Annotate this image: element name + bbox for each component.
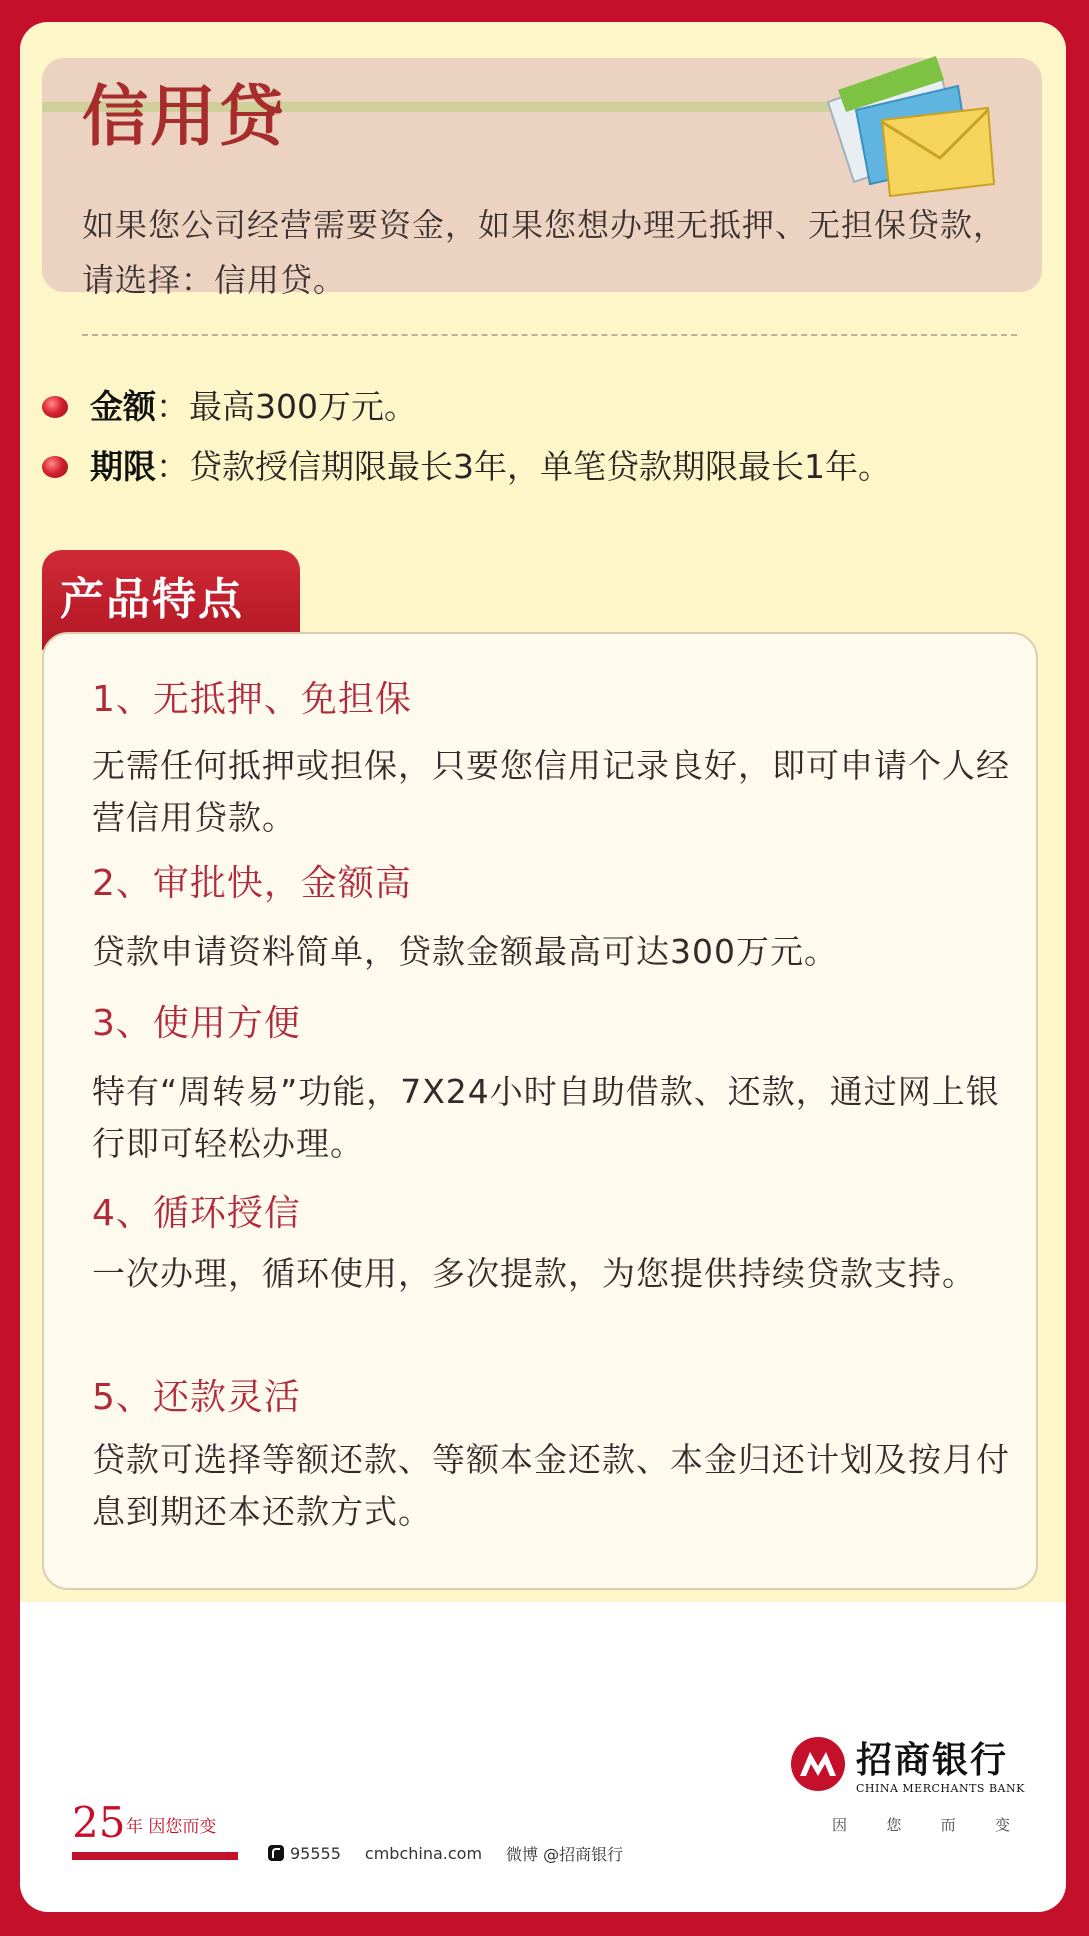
bank-logo <box>790 1736 1030 1856</box>
poster-card <box>20 22 1066 1912</box>
weibo: 微博 @招商银行 <box>506 1844 624 1864</box>
folder-envelope-icon <box>820 50 1000 200</box>
summary-label: 期限 <box>90 447 156 486</box>
bank-name-en: CHINA MERCHANTS BANK <box>856 1782 1025 1795</box>
summary-amount: 金额：最高300万元。 <box>42 382 1022 432</box>
anniversary-mark <box>72 1800 242 1870</box>
page-title: 信用贷 <box>82 78 286 155</box>
anniversary-bar <box>72 1852 238 1860</box>
bullet-dot-icon <box>42 456 68 478</box>
feature-title: 1、无抵押、免担保 <box>92 679 412 720</box>
summary-term: 期限：贷款授信期限最长3年，单笔贷款期限最长1年。 <box>42 442 1022 492</box>
bank-slogan: 因 您 而 变 <box>832 1816 1010 1834</box>
bank-name: 招商银行 <box>856 1739 1009 1781</box>
feature-desc: 一次办理，循环使用，多次提款，为您提供持续贷款支持。 <box>92 1254 976 1293</box>
feature-desc: 贷款可选择等额还款、等额本金还款、本金归还计划及按月付息到期还本还款方式。 <box>92 1440 1010 1531</box>
summary-label: 金额 <box>90 387 156 426</box>
website: cmbchina.com <box>364 1843 483 1863</box>
feature-title: 3、使用方便 <box>92 1003 301 1044</box>
phone-icon <box>268 1845 284 1861</box>
feature-desc: 贷款申请资料简单，贷款金额最高可达300万元。 <box>92 932 838 971</box>
divider <box>82 334 1017 336</box>
contact-line <box>268 1840 623 1866</box>
anniversary-number: 25 <box>72 1798 126 1847</box>
cmb-logo-icon <box>790 1736 846 1792</box>
bullet-dot-icon <box>42 396 68 418</box>
feature-title: 2、审批快，金额高 <box>92 863 412 904</box>
anniversary-text: 年 因您而变 <box>126 1817 217 1837</box>
summary-value: 最高300万元。 <box>189 387 417 426</box>
phone-number: 95555 <box>290 1843 341 1863</box>
features-heading: 产品特点 <box>60 574 244 625</box>
feature-title: 4、循环授信 <box>92 1193 301 1234</box>
summary-value: 贷款授信期限最长3年，单笔贷款期限最长1年。 <box>189 447 891 486</box>
feature-desc: 无需任何抵押或担保，只要您信用记录良好，即可申请个人经营信用贷款。 <box>92 746 1010 837</box>
feature-title: 5、还款灵活 <box>92 1377 301 1418</box>
intro-text: 如果您公司经营需要资金，如果您想办理无抵押、无担保贷款，请选择：信用贷。 <box>82 206 1007 299</box>
feature-desc: 特有“周转易”功能，7X24小时自助借款、还款，通过网上银行即可轻松办理。 <box>92 1072 1000 1163</box>
